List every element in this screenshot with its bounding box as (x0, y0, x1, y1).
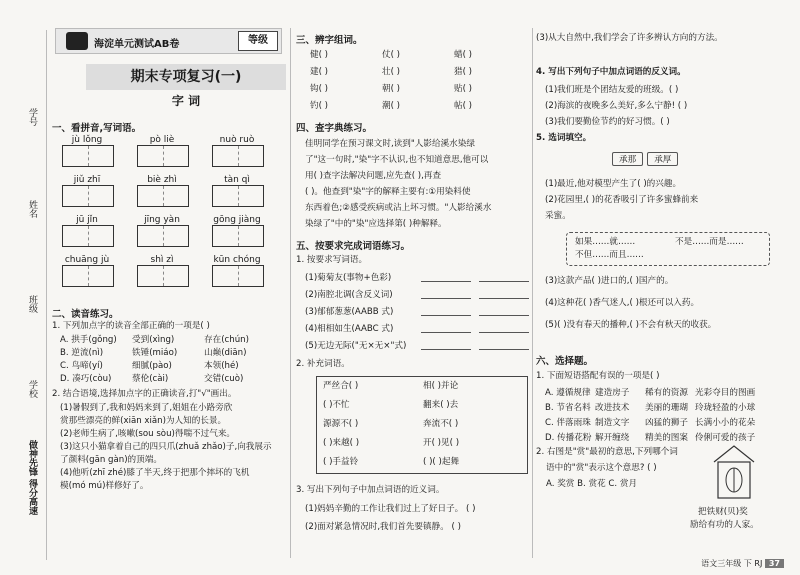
writing-grid (212, 185, 264, 207)
dictionary-text (305, 136, 491, 232)
reading-line: 赏那些漂亮的鲜(xiān xiǎn)为人知的长景。 (60, 416, 227, 426)
grid-cell (89, 146, 114, 166)
pinyin-label: tàn qì (224, 175, 250, 185)
option-item: A. 拱手(gǒng) (60, 335, 117, 345)
grid-cell (138, 226, 164, 246)
pinyin-label: biè zhì (147, 175, 177, 185)
writing-grid (212, 145, 264, 167)
conjunction-box (566, 232, 770, 266)
grid-cell (213, 226, 239, 246)
idiom-item: 奔流不( ) (423, 419, 459, 429)
q6-item: A. 遵循规律 (545, 388, 591, 398)
dict-line: 了"这一句时,"染"字不认识,也不知道意思,他可以 (305, 155, 489, 165)
conj-fill-lines (545, 270, 716, 336)
pinyin-cell (212, 255, 287, 287)
writing-grid (137, 145, 189, 167)
q6-row (545, 416, 775, 431)
idiom-item: ( )( )起舞 (423, 457, 460, 467)
pinyin-cell (137, 255, 212, 287)
idiom-item: 翻来( )去 (423, 400, 459, 410)
idiom-row (317, 396, 527, 415)
idiom-item: ( )不忙 (323, 400, 350, 410)
side-motto: 做神先锋 得分高速 (27, 440, 37, 516)
pinyin-label: jù lǒng (71, 135, 103, 145)
section6-title: 六、选择题。 (536, 356, 594, 367)
grid-cell (89, 266, 114, 286)
idiom-row (317, 415, 527, 434)
char-pair-item: 钩( ) (310, 84, 329, 94)
writing-grid (62, 185, 114, 207)
pinyin-label: jiǔ zhī (73, 175, 101, 185)
writing-grid (212, 265, 264, 287)
grade-box: 等级 (238, 31, 278, 51)
answer-line (421, 338, 471, 350)
pinyin-label: pò liè (149, 135, 175, 145)
pinyin-label: nuò ruò (219, 135, 255, 145)
idiom-item: 相( )并论 (423, 381, 459, 391)
ancient-character-icon (706, 442, 762, 502)
side-label-school: 学校 (27, 380, 37, 398)
answer-line (479, 338, 529, 350)
grid-cell (138, 146, 164, 166)
grid-cell (89, 186, 114, 206)
page-title: 期末专项复习(一) (86, 64, 286, 90)
grid-cell (138, 266, 164, 286)
dict-line: 用( )查字法解决问题,应先查( ),再查 (305, 171, 442, 181)
idiom-item: 开( )见( ) (423, 438, 460, 448)
pinyin-cell (137, 175, 212, 207)
antonym-line: (3)我们要勤俭节约的好习惯。( ) (545, 117, 670, 127)
answer-line (479, 270, 529, 282)
pair-grid (310, 48, 526, 113)
conj-3: 不但……而且…… (575, 250, 644, 260)
char-pairs (310, 48, 526, 113)
q7-options: A. 奖赏 B. 赏花 C. 赏月 (546, 479, 638, 489)
reading-line: 了颜料(gān gàn)的顶端。 (60, 455, 162, 465)
grid-cell (164, 186, 189, 206)
word-items (305, 270, 529, 355)
writing-grid (137, 225, 189, 247)
option-row (60, 360, 276, 373)
sec2-q2: 2. 结合语境,选择加点字的正确读音,打"√"画出。 (52, 389, 237, 399)
q6-row (545, 386, 775, 401)
synonym-lines (305, 500, 475, 536)
idiom-table (316, 376, 528, 474)
pinyin-cell (212, 175, 287, 207)
idiom-item: ( )来越( ) (323, 438, 360, 448)
idiom-item: ( )手益铃 (323, 457, 359, 467)
char-pair-item: 贴( ) (454, 84, 473, 94)
grid-cell (63, 226, 89, 246)
writing-grid (137, 265, 189, 287)
section3-title: 三、辨字组词。 (296, 35, 363, 46)
sec2-q1: 1. 下列加点字的读音全部正确的一项是( ) (52, 321, 210, 331)
page-subtitle: 字 词 (171, 94, 201, 108)
word-item: (2)南腔北调(含反义词) (305, 290, 393, 300)
reading-line: (4)他听(zhī zhé)膝了半天,终于把那个摔坏的飞机 (60, 468, 250, 478)
answer-line (421, 270, 471, 282)
idiom-item: 严丝合( ) (323, 381, 359, 391)
grid-cell (138, 186, 164, 206)
q6-options (545, 386, 775, 446)
word-item: (1)菊菊友(事物+色彩) (305, 273, 392, 283)
sec5-q3: 3. 写出下列句子中加点词语的近义词。 (296, 485, 445, 495)
writing-grid (62, 265, 114, 287)
conj-2: 不是……而是…… (675, 237, 744, 247)
char-pair-item: 健( ) (310, 50, 329, 60)
grid-cell (239, 266, 264, 286)
answer-line (479, 287, 529, 299)
fill-line: 采蜜。 (545, 211, 571, 221)
writing-grid (62, 145, 114, 167)
option-item: 受到(xìng) (132, 335, 175, 345)
q6-item: 改进技术 (595, 403, 630, 413)
idiom-row (317, 434, 527, 453)
writing-grid (62, 225, 114, 247)
synonym-line: (2)面对紧急情况时,我们首先要镇静。 ( ) (305, 522, 461, 532)
idiom-item: 源源不( ) (323, 419, 359, 429)
pinyin-cell (62, 135, 137, 167)
pinyin-grid-area (62, 135, 287, 287)
section1-title: 一、看拼音,写词语。 (52, 123, 142, 134)
conj-fill-line: (4)这种花( )香气迷人,( )根还可以入药。 (545, 298, 700, 308)
conj-fill-line: (5)( )没有春天的播种,( )不会有秋天的收获。 (545, 320, 717, 330)
q6-item: 玲珑轻盈的小球 (695, 403, 756, 413)
word-tabs (612, 152, 678, 166)
idiom-row (317, 453, 527, 472)
pinyin-label: kūn chóng (213, 255, 261, 265)
grid-cell (239, 226, 264, 246)
q4-title: 4. 写出下列句子中加点词语的反义词。 (536, 67, 686, 77)
char-pair-item: 朝( ) (382, 84, 401, 94)
q6-item: 稀有的资源 (645, 388, 688, 398)
grid-cell (213, 266, 239, 286)
pinyin-cell (137, 135, 212, 167)
right-top-line: (3)从大自然中,我们学会了许多辨认方向的方法。 (536, 33, 723, 43)
pinyin-cell (137, 215, 212, 247)
word-item-row (305, 338, 529, 355)
conj-1: 如果……就…… (575, 237, 636, 247)
pinyin-cell (62, 255, 137, 287)
q6-item: 精美的图案 (645, 433, 688, 443)
option-item: 铁锤(miáo) (132, 348, 178, 358)
word-tab-2: 承厚 (647, 152, 678, 166)
option-item: D. 凑巧(còu) (60, 374, 112, 384)
answer-line (421, 304, 471, 316)
section4-title: 四、查字典练习。 (296, 123, 373, 134)
antonym-line: (2)海滨的夜晚多么美好,多么宁静! ( ) (545, 101, 688, 111)
reading-line: (1)暑假到了,我和妈妈来到了,姐姐在小路旁欣 (60, 403, 233, 413)
q6-row (545, 401, 775, 416)
sec5-q1: 1. 按要求写词语。 (296, 255, 368, 265)
page-number: 37 (765, 559, 784, 568)
option-row (60, 373, 276, 386)
writing-grid (212, 225, 264, 247)
word-item-row (305, 321, 529, 338)
q6-title: 1. 下面短语搭配有误的一项是( ) (536, 371, 660, 381)
q6-item: 美丽的珊瑚 (645, 403, 688, 413)
writing-grid (137, 185, 189, 207)
char-pair-item: 壮( ) (382, 67, 401, 77)
grid-cell (63, 266, 89, 286)
reading-line: (2)老师生病了,咳嗽(sou sòu)得喘不过气来。 (60, 429, 236, 439)
grid-cell (63, 186, 89, 206)
pinyin-label: jū jǐn (76, 215, 98, 225)
synonym-line: (1)妈妈辛勤的工作让我们过上了好日子。 ( ) (305, 504, 476, 514)
antonym-lines (545, 82, 687, 130)
char-pair-item: 建( ) (310, 67, 329, 77)
grid-cell (164, 266, 189, 286)
fill-lines (545, 176, 698, 224)
pinyin-cell (62, 175, 137, 207)
answer-line (479, 321, 529, 333)
side-label-name: 姓名 (27, 200, 37, 218)
option-row (60, 334, 276, 347)
grid-cell (164, 226, 189, 246)
q6-item: 建造房子 (595, 388, 630, 398)
q6-item: 长满小小的花朵 (695, 418, 756, 428)
grid-cell (239, 146, 264, 166)
grid-cell (164, 146, 189, 166)
idiom-row (317, 377, 527, 396)
side-label-id: 学号 (27, 108, 37, 126)
dict-line: 佳明同学在预习课文时,读到"人影给溪水染绿 (305, 139, 475, 149)
option-item: 山巅(diān) (204, 348, 247, 358)
q6-item: B. 节省名料 (545, 403, 591, 413)
section2-title: 二、读音练习。 (52, 309, 119, 320)
section5-title: 五、按要求完成词语练习。 (296, 241, 411, 252)
conj-fill-line: (3)这款产品( )进口的,( )国产的。 (545, 276, 674, 286)
option-item: 蔡伦(cài) (132, 374, 169, 384)
word-tab-1: 承那 (612, 152, 643, 166)
sec5-q2: 2. 补充词语。 (296, 359, 350, 369)
word-item-row (305, 287, 529, 304)
answer-line (421, 321, 471, 333)
dict-line: 染绿了"中的"染"应选择第( )种解释。 (305, 219, 447, 229)
reading-line: (3)这只小猫拿着自己的四只爪(zhuǎ zhǎo)子,向我展示 (60, 442, 272, 452)
q6-item: 制造文字 (595, 418, 630, 428)
pinyin-cell (212, 135, 287, 167)
char-pair-item: 钓( ) (310, 101, 329, 111)
sec2-options (60, 334, 276, 386)
brand-logo-icon (66, 32, 88, 50)
col-divider-2 (532, 28, 533, 558)
q6-item: C. 伴落雨珠 (545, 418, 591, 428)
option-item: 交错(cuò) (204, 374, 244, 384)
footer-term: 下 (743, 559, 752, 568)
option-item: 细腻(pào) (132, 361, 172, 371)
option-item: C. 鸟啼(yí) (60, 361, 103, 371)
q7-line2: 语中的"赏"表示这个意思? ( ) (546, 463, 657, 473)
option-item: 本领(hé) (204, 361, 239, 371)
word-item: (3)郁郁葱葱(AABB 式) (305, 307, 394, 317)
image-caption-1: 把铁财(贝)奖 (698, 507, 748, 517)
pinyin-label: chuāng jù (64, 255, 110, 265)
char-pair-item: 蜡( ) (454, 50, 473, 60)
pinyin-label: shì zì (150, 255, 174, 265)
pinyin-cell (212, 215, 287, 247)
grid-cell (213, 186, 239, 206)
image-caption-2: 励给有功的人家。 (690, 520, 759, 530)
dict-line: ( )。他查到"染"字的解释主要有:①用染料使 (305, 187, 471, 197)
q5-title: 5. 选词填空。 (536, 133, 592, 143)
char-pair-item: 帖( ) (454, 101, 473, 111)
dict-line: 东西着色;②感受疾病或沾上坏习惯。"人影给溪水 (305, 203, 492, 213)
option-item: B. 逆流(nì) (60, 348, 104, 358)
answer-line (479, 304, 529, 316)
word-item-row (305, 270, 529, 287)
char-pair-item: 猎( ) (454, 67, 473, 77)
antonym-line: (1)我们班是个团结友爱的班级。( ) (545, 85, 679, 95)
char-pair-item: 仗( ) (382, 50, 401, 60)
side-label-class: 班级 (27, 295, 37, 313)
reading-line: 模(mó mú)样修好了。 (60, 481, 149, 491)
q6-item: 光彩夺目的图画 (695, 388, 756, 398)
word-item-row (305, 304, 529, 321)
q6-item: 伶俐可爱的孩子 (695, 433, 756, 443)
option-row (60, 347, 276, 360)
answer-line (421, 287, 471, 299)
q6-item: 解开缠绕 (595, 433, 630, 443)
grid-cell (63, 146, 89, 166)
char-pair-item: 潮( ) (382, 101, 401, 111)
col-divider-1 (290, 28, 291, 558)
fill-line: (2)花园里,( )的花香吸引了许多蜜蜂前来 (545, 195, 699, 205)
fill-line: (1)最近,他对模型产生了( )的兴趣。 (545, 179, 682, 189)
footer-book: 语文三年级 (701, 559, 742, 568)
word-item: (4)相相如生(AABC 式) (305, 324, 394, 334)
footer-edition: RJ (754, 559, 763, 568)
sec2-lines (60, 402, 272, 493)
pinyin-label: jīng yàn (144, 215, 180, 225)
grid-cell (239, 186, 264, 206)
word-item: (5)无边无际("无×无×"式) (305, 341, 407, 351)
grid-cell (89, 226, 114, 246)
q6-item: 凶猛的狮子 (645, 418, 688, 428)
margin-line (46, 30, 47, 560)
brand-name: 海淀单元测试AB卷 (94, 39, 180, 50)
grid-cell (213, 146, 239, 166)
page-footer (701, 558, 784, 569)
pinyin-label: gōng jiàng (213, 215, 261, 225)
q7-title: 2. 右图是"赏"最初的意思,下列哪个词 (536, 447, 678, 457)
q6-item: D. 传播花粉 (545, 433, 592, 443)
option-item: 存在(chún) (204, 335, 249, 345)
pinyin-cell (62, 215, 137, 247)
